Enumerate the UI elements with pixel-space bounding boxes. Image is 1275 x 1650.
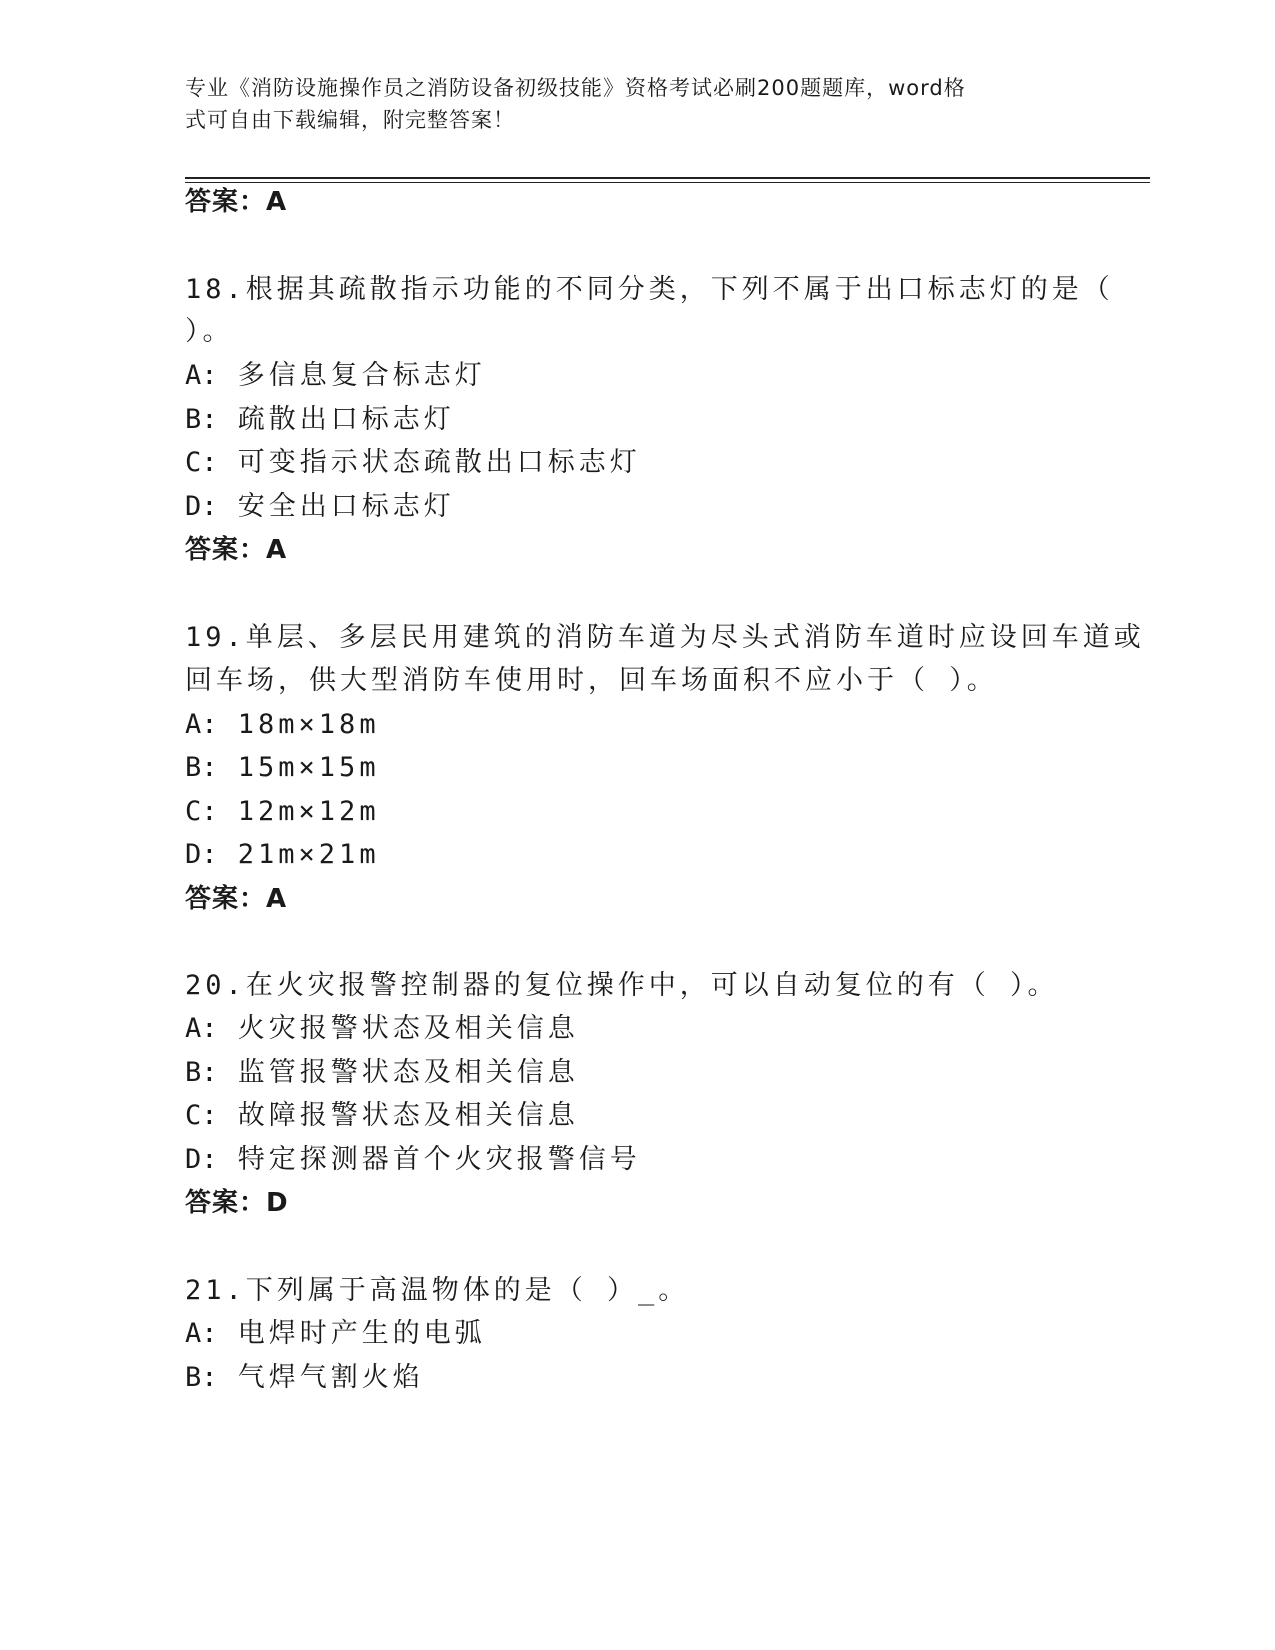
- option-b: B: 气焊气割火焰: [185, 1362, 424, 1393]
- question-stem-cont: ）。: [185, 316, 234, 347]
- option-a: A: 多信息复合标志灯: [185, 360, 486, 391]
- option-c: C: 12m×12m: [185, 796, 380, 827]
- option-c: C: 可变指示状态疏散出口标志灯: [185, 447, 641, 478]
- option-a: A: 18m×18m: [185, 709, 380, 740]
- option-d: D: 21m×21m: [185, 839, 380, 870]
- question-stem: 21.下列属于高温物体的是（ ）_。: [185, 1275, 690, 1306]
- option-b: B: 15m×15m: [185, 752, 380, 783]
- answer-20: 答案：D: [185, 1188, 289, 1218]
- option-b: B: 疏散出口标志灯: [185, 404, 455, 435]
- answer-19: 答案：A: [185, 884, 288, 914]
- header-divider: [185, 177, 1150, 179]
- option-a: A: 火灾报警状态及相关信息: [185, 1013, 579, 1044]
- header-divider-thin: [185, 182, 1150, 183]
- option-b: B: 监管报警状态及相关信息: [185, 1057, 579, 1088]
- option-d: D: 特定探测器首个火灾报警信号: [185, 1144, 641, 1175]
- header-line-1: 专业《消防设施操作员之消防设备初级技能》资格考试必刷200题题库，word格: [185, 76, 966, 100]
- option-a: A: 电焊时产生的电弧: [185, 1318, 486, 1349]
- document-header: [185, 72, 1065, 136]
- question-stem: 19.单层、多层民用建筑的消防车道为尽头式消防车道时应设回车道或: [185, 622, 1145, 653]
- question-stem: 20.在火灾报警控制器的复位操作中，可以自动复位的有（ ）。: [185, 970, 1059, 1001]
- header-line-2: 式可自由下载编辑，附完整答案！: [185, 108, 515, 132]
- answer-18: 答案：A: [185, 535, 288, 565]
- option-c: C: 故障报警状态及相关信息: [185, 1100, 579, 1131]
- question-stem: 18.根据其疏散指示功能的不同分类，下列不属于出口标志灯的是（: [185, 274, 1114, 305]
- question-stem-cont: 回车场，供大型消防车使用时，回车场面积不应小于（ ）。: [185, 665, 998, 696]
- answer-previous: 答案：A: [185, 187, 288, 217]
- option-d: D: 安全出口标志灯: [185, 491, 455, 522]
